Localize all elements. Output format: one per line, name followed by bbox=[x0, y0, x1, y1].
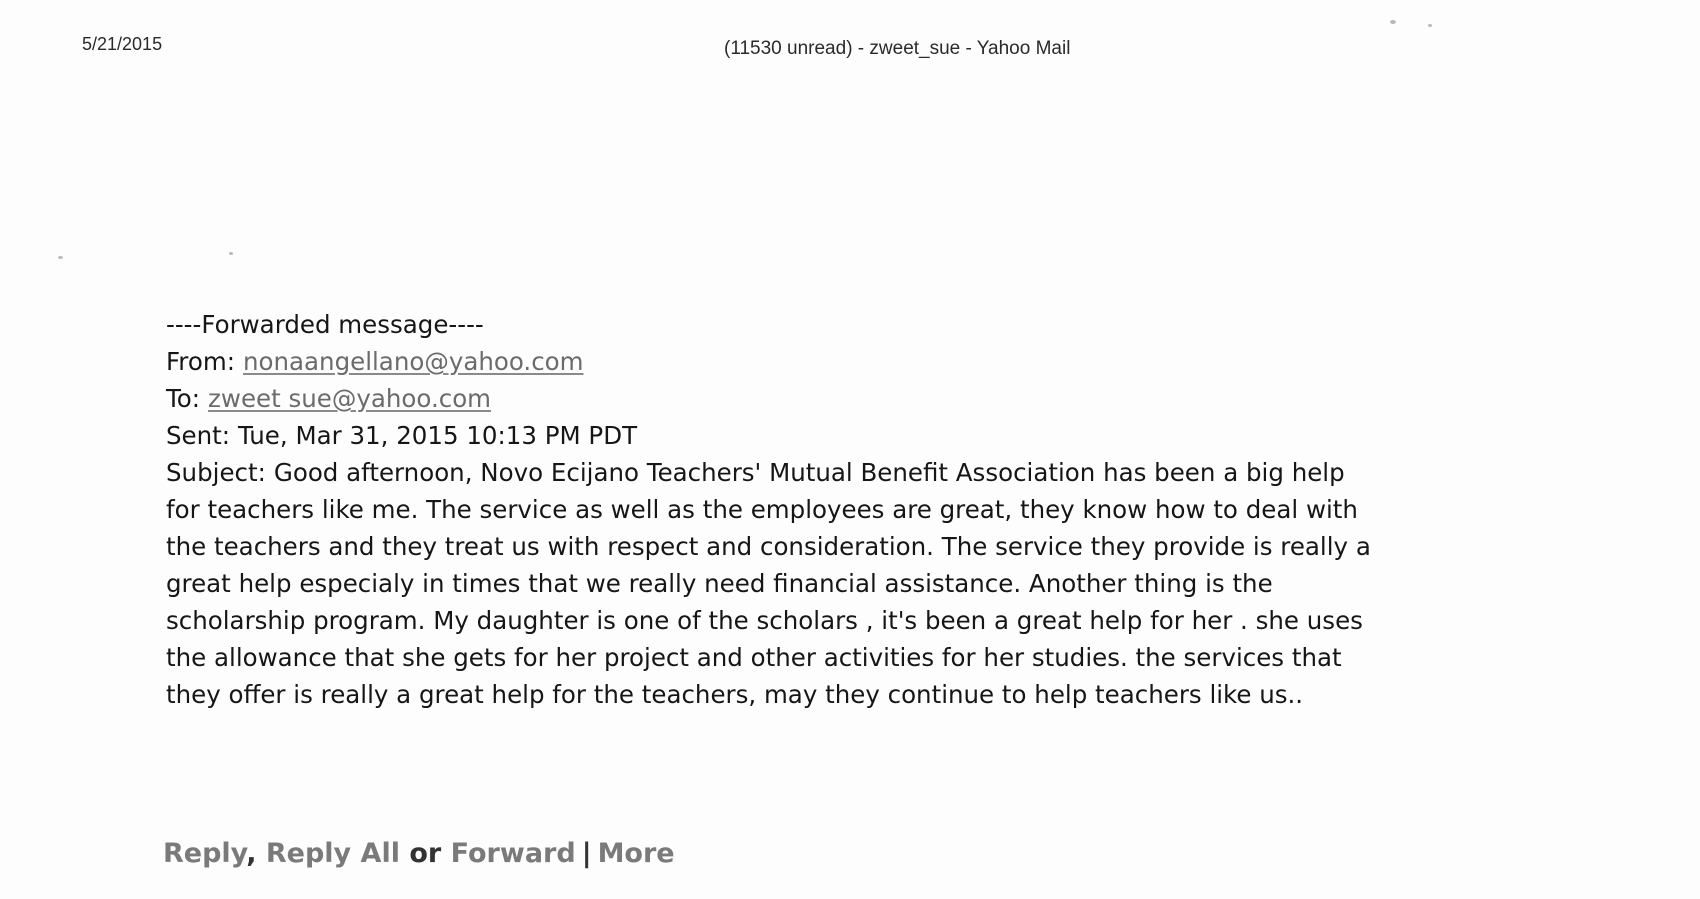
actions-separator: | bbox=[581, 838, 592, 869]
from-label: From: bbox=[166, 347, 235, 376]
subject-line: they offer is really a great help for the teachers, may they continue to help teachers like us.. bbox=[166, 680, 1304, 709]
forwarded-marker: ----Forwarded message---- bbox=[166, 310, 484, 339]
to-label: To: bbox=[166, 384, 201, 413]
reply-all-link[interactable]: Reply All bbox=[265, 838, 400, 869]
sent-label: Sent: bbox=[166, 421, 231, 450]
subject-line: great help especialy in times that we really need financial assistance. Another thing is the bbox=[166, 569, 1273, 598]
reply-comma: , bbox=[246, 838, 257, 869]
scan-speck bbox=[229, 252, 233, 255]
message-actions-bar bbox=[163, 838, 675, 869]
from-row bbox=[166, 343, 1456, 380]
scan-speck bbox=[1390, 20, 1396, 24]
scan-speck bbox=[1428, 24, 1432, 27]
forwarded-message bbox=[166, 306, 1456, 713]
subject-label: Subject: bbox=[166, 458, 266, 487]
to-row bbox=[166, 380, 1456, 417]
subject-line: the allowance that she gets for her project and other activities for her studies. the services that bbox=[166, 643, 1342, 672]
subject-row bbox=[166, 454, 1456, 713]
or-text: or bbox=[409, 838, 442, 869]
sent-value: Tue, Mar 31, 2015 10:13 PM PDT bbox=[238, 421, 638, 450]
subject-line bbox=[166, 454, 1456, 491]
subject-line: for teachers like me. The service as well as the employees are great, they know how to deal with bbox=[166, 495, 1358, 524]
reply-link[interactable]: Reply bbox=[163, 838, 247, 869]
sent-row bbox=[166, 417, 1456, 454]
from-address-link[interactable]: nonaangellano@yahoo.com bbox=[242, 347, 584, 376]
print-date: 5/21/2015 bbox=[82, 34, 163, 54]
more-link[interactable]: More bbox=[597, 838, 675, 869]
subject-line: the teachers and they treat us with respect and consideration. The service they provide is really a bbox=[166, 532, 1371, 561]
subject-text: Good afternoon, Novo Ecijano Teachers' Mutual Benefit Association has been a big help bbox=[273, 458, 1345, 487]
scan-speck bbox=[58, 256, 63, 259]
print-page-title: (11530 unread) - zweet_sue - Yahoo Mail bbox=[724, 38, 1071, 59]
subject-line: scholarship program. My daughter is one of the scholars , it's been a great help for her . she uses bbox=[166, 606, 1363, 635]
forward-link[interactable]: Forward bbox=[450, 838, 576, 869]
to-address-link[interactable]: zweet sue@yahoo.com bbox=[208, 384, 492, 413]
